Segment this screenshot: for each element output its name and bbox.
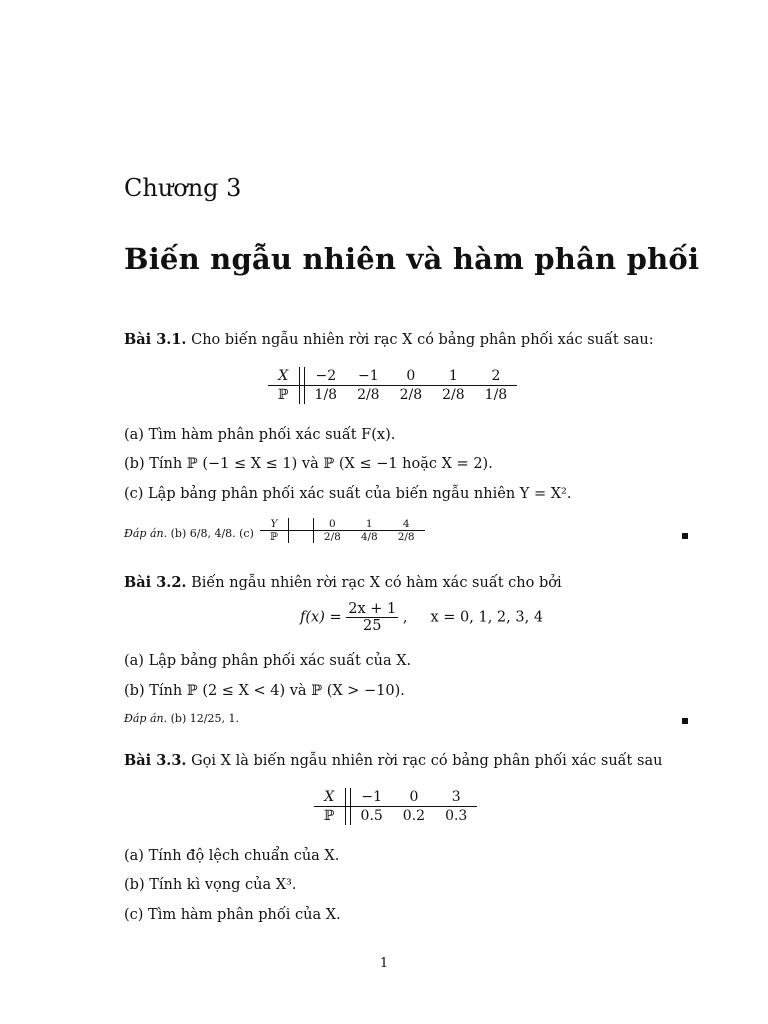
exercise-3-3-statement bbox=[124, 752, 662, 769]
formula-lhs: f(x) = bbox=[300, 609, 342, 626]
table-header-p: ℙ bbox=[278, 387, 289, 403]
table-header-p: ℙ bbox=[270, 531, 278, 543]
exercise-3-3-part-c: (c) Tìm hàm phân phối của X. bbox=[124, 907, 341, 923]
table-cell: 0.2 bbox=[402, 808, 426, 824]
table-cell: 4 bbox=[388, 518, 425, 531]
table-cell: 1 bbox=[432, 367, 475, 386]
table-cell: 1/8 bbox=[484, 387, 508, 403]
probability-formula bbox=[300, 601, 543, 634]
exercise-label: Bài 3.1. bbox=[124, 331, 187, 348]
table-cell: 1/8 bbox=[314, 387, 338, 403]
table-cell: 0.5 bbox=[360, 808, 383, 824]
exercise-3-1-part-c: (c) Lập bảng phân phối xác suất của biến ngẫu nhiên Y = X². bbox=[124, 486, 572, 502]
table-cell: 2 bbox=[475, 367, 518, 386]
table-cell: 0.3 bbox=[445, 808, 468, 824]
table-cell: −1 bbox=[350, 788, 393, 807]
exercise-3-1-part-b: (b) Tính ℙ (−1 ≤ X ≤ 1) và ℙ (X ≤ −1 hoặc X = 2). bbox=[124, 456, 493, 472]
table-header-p: ℙ bbox=[324, 808, 335, 824]
table-cell: −1 bbox=[347, 367, 390, 386]
distribution-table bbox=[314, 788, 477, 825]
end-of-proof-square bbox=[682, 533, 688, 539]
table-cell: −2 bbox=[304, 367, 347, 386]
answer-label: Đáp án. bbox=[124, 527, 168, 540]
table-cell: 2/8 bbox=[323, 531, 341, 543]
table-cell: 3 bbox=[435, 788, 477, 807]
formula-fraction bbox=[346, 601, 398, 634]
exercise-text: Cho biến ngẫu nhiên rời rạc X có bảng phân phối xác suất sau: bbox=[191, 332, 654, 348]
table-cell: 0 bbox=[390, 367, 433, 386]
chapter-title: Biến ngẫu nhiên và hàm phân phối bbox=[124, 242, 700, 276]
answer-text: (b) 6/8, 4/8. (c) bbox=[170, 527, 254, 540]
table-cell: 1 bbox=[351, 518, 388, 531]
exercise-text: Gọi X là biến ngẫu nhiên rời rạc có bảng phân phối xác suất sau bbox=[191, 753, 663, 769]
table-cell: 0 bbox=[313, 518, 350, 531]
table-cell: 2/8 bbox=[399, 387, 423, 403]
table-cell: 2/8 bbox=[442, 387, 465, 403]
end-of-proof-square bbox=[682, 718, 688, 724]
fraction-denominator: 25 bbox=[363, 618, 382, 634]
formula-rhs: , x = 0, 1, 2, 3, 4 bbox=[402, 609, 544, 626]
page-number: 1 bbox=[379, 956, 389, 971]
exercise-3-3-part-a: (a) Tính độ lệch chuẩn của X. bbox=[124, 848, 340, 864]
table-cell: 4/8 bbox=[360, 531, 378, 543]
exercise-3-2-answer bbox=[124, 712, 239, 725]
answer-label: Đáp án. bbox=[124, 712, 168, 725]
table-header-y: Y bbox=[260, 518, 288, 531]
table-cell: 2/8 bbox=[397, 531, 415, 543]
answer-distribution-table bbox=[260, 518, 425, 543]
exercise-3-2-part-b: (b) Tính ℙ (2 ≤ X < 4) và ℙ (X > −10). bbox=[124, 683, 405, 699]
exercise-3-1-answer bbox=[124, 527, 254, 540]
distribution-table bbox=[268, 367, 517, 404]
fraction-numerator: 2x + 1 bbox=[348, 601, 397, 617]
exercise-label: Bài 3.2. bbox=[124, 574, 187, 591]
exercise-text: Biến ngẫu nhiên rời rạc X có hàm xác suất cho bởi bbox=[191, 575, 562, 591]
table-cell: 2/8 bbox=[357, 387, 380, 403]
exercise-3-2-statement bbox=[124, 574, 562, 591]
table-double-rule bbox=[288, 531, 313, 544]
table-header-x: X bbox=[314, 788, 345, 807]
exercise-3-2-part-a: (a) Lập bảng phân phối xác suất của X. bbox=[124, 653, 412, 669]
exercise-label: Bài 3.3. bbox=[124, 752, 187, 769]
exercise-3-1-part-a: (a) Tìm hàm phân phối xác suất F(x). bbox=[124, 427, 396, 443]
table-cell: 0 bbox=[393, 788, 435, 807]
exercise-3-3-part-b: (b) Tính kì vọng của X³. bbox=[124, 877, 297, 893]
table-double-rule bbox=[288, 518, 313, 531]
chapter-heading: Chương 3 bbox=[124, 174, 242, 202]
table-header-x: X bbox=[268, 367, 299, 386]
answer-text: (b) 12/25, 1. bbox=[170, 712, 239, 725]
exercise-3-1-statement bbox=[124, 331, 654, 348]
